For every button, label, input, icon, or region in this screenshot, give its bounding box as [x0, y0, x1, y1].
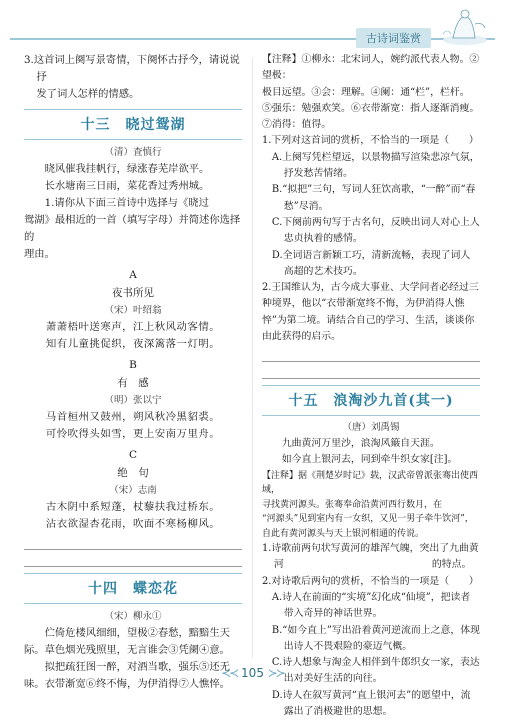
note-14-line-3: ⑤强乐：勉强欢笑。⑥衣带渐宽：指人逐渐消瘦。 — [262, 102, 480, 114]
ornament-left-icon: ≺≺ — [221, 666, 238, 680]
note-14-line-1: 【注释】①柳永：北宋词人，婉约派代表人物。②望极： — [262, 54, 480, 82]
section-13-question-line-1: 1.请你从下面三首诗中选择与《晓过 — [44, 197, 209, 209]
question-14-1-option-c: C.下阕前两句写于古名句，反映出词人对心上人忠贞执着的感情。 — [271, 216, 480, 245]
note-14-line-2: 极目远望。③会：理解。④阑：通“栏”，栏杆。 — [262, 86, 470, 98]
option-a-label: A — [129, 269, 137, 281]
question-14-1-option-d: D.全词语言新颖工巧，清新流畅，表现了词人高超的艺术技巧。 — [271, 249, 471, 277]
question-15-2-option-b: B.“如今直上”写出沿着黄河逆流而上之意，体现出诗人不畏艰险的豪迈气概。 — [271, 624, 481, 652]
option-c-poem-line-1: 古木阴中系短蓬，杖藜扶我过桥东。 — [45, 501, 221, 513]
option-c-poem-line-2: 沾衣欲湿杏花雨，吹面不寒杨柳风。 — [45, 518, 221, 530]
option-b-label: B — [129, 359, 137, 371]
question-14-1: 1.下列对这首词的赏析，不恰当的一项是（ ） — [262, 135, 479, 147]
section-14-poem-line-2: 际。草色烟光残照里，无言谁会③凭阑④意。 — [24, 644, 230, 656]
question-15-1-line-2: 河 的特点。 — [273, 559, 472, 571]
note-15-line-3: “河源头”见到室内有一女织，又见一男子牵牛饮河”， — [262, 514, 474, 525]
option-b-title: 有 感 — [117, 377, 149, 389]
question-14-2-line-2: 种境界，他以“衣带渐宽终不悔，为伊消得人憔 — [262, 298, 465, 310]
answer-line[interactable] — [262, 347, 480, 362]
note-14-line-4: ⑦消得：值得。 — [262, 119, 332, 131]
page-number-footer — [0, 666, 505, 680]
section-13-title-box — [24, 109, 242, 140]
note-15-line-4: 自此有黄河源头与天上银河相通的传说。 — [262, 528, 425, 539]
question-15-2-option-c: C.诗人想象与淘金人相伴到牛郎织女一家，表达出对美好生活的向往。 — [271, 657, 480, 685]
section-14-title-box — [24, 573, 242, 604]
question-15-1-line-1: 1.诗歌前两句状写黄河的雄浑气魄，突出了九曲黄 — [262, 543, 479, 555]
section-14-title: 十四 蝶恋花 — [88, 581, 178, 597]
question-3-line-2: 发了词人怎样的情感。 — [36, 88, 140, 100]
section-14-poem-line-4: 味。衣带渐宽⑥终不悔，为伊消得⑦人憔悴。 — [24, 678, 230, 690]
question-14-2-line-1: 2.王国维认为，古今成大事业、大学问者必经过三 — [262, 282, 479, 294]
question-15-2-option-d: D.诗人在叙写黄河“直上银河去”的愿望中，流露出了消极避世的思想。 — [271, 689, 471, 717]
option-c-author: （宋）志南 — [109, 485, 157, 496]
section-14-poem-line-1: 伫倚危楼风细细，望极②春愁，黯黯生天 — [44, 627, 230, 639]
section-14-author: （宋）柳永① — [104, 611, 162, 622]
poet-illustration-icon — [435, 4, 491, 46]
section-13-question-line-2: 鸳湖》最相近的一首（填写字母）并简述你选择的 — [24, 214, 241, 243]
question-15-2-option-a: A.诗人在前面的“实境”幻化成“仙境”，把读者带入奇异的神话世界。 — [271, 591, 471, 620]
section-15-author: （唐）刘禹锡 — [342, 421, 400, 433]
option-a-author: （宋）叶绍翁 — [104, 305, 162, 316]
question-3-line-1: 3.这首词上阕写景寄情，下阕怀古抒今，请说说抒 — [24, 54, 240, 83]
option-a-poem-line-2: 知有儿童挑促织，夜深篱落一灯明。 — [45, 338, 221, 350]
option-a-poem-line-1: 萧萧梧叶送寒声，江上秋风动客情。 — [45, 321, 221, 333]
page-number: 105 — [241, 666, 264, 680]
section-13-author: （清）査慎行 — [104, 147, 162, 158]
section-15-poem-line-1: 九曲黄河万里沙，浪淘风簸自天涯。 — [281, 437, 440, 449]
option-c-title: 绝 句 — [117, 467, 149, 479]
question-14-2-line-4: 由此获得的启示。 — [262, 331, 342, 343]
question-14-1-option-b: B.“拟把”三句，写词人狂饮高歌，“一醉”而“春愁”尽消。 — [271, 184, 476, 212]
answer-line[interactable] — [262, 364, 480, 379]
option-a-title: 夜书所见 — [112, 287, 154, 299]
section-15-poem-line-2: 如今直上银河去，同到牵牛织女家[注]。 — [281, 454, 458, 466]
ornament-right-icon: ≻≻ — [267, 666, 284, 680]
section-13-poem-line-1: 晓风催我挂帆行，绿涨春芜岸欲平。 — [44, 163, 210, 175]
question-14-1-option-a: A.上阕写凭栏望远，以景物描写渲染悲凉气氛，抒发愁苦情绪。 — [271, 151, 480, 180]
right-column — [262, 52, 480, 720]
section-13-poem-line-2: 长水塘南三日雨，菜花香过秀州城。 — [44, 180, 210, 192]
section-15-title: 十五 浪淘沙九首(其一) — [288, 393, 454, 410]
section-15-title-box — [262, 385, 480, 415]
question-14-2-line-3: 悴”为第二境。请结合自己的学习、生活，谈谈你 — [262, 314, 475, 326]
section-header-title: 古诗词鉴赏 — [356, 28, 431, 48]
column-divider — [252, 58, 253, 658]
answer-line[interactable] — [24, 535, 242, 550]
option-c-label: C — [128, 449, 138, 461]
option-b-poem-line-2: 可怜吹得头如雪，更上安南万里舟。 — [45, 428, 221, 440]
section-13-question-line-3: 理由。 — [24, 248, 55, 260]
note-15-line-1: 【注释】据《荆楚岁时记》载，汉武帝曾派张骞出使西域， — [262, 470, 479, 496]
left-column — [24, 52, 242, 693]
section-14-poem-line-3: 拟把疏狂图一醉，对酒当歌，强乐⑤还无 — [44, 661, 230, 673]
note-15-line-2: 寻找黄河源头。张骞奉命沿黄河西行数月，在 — [262, 499, 443, 510]
section-13-title: 十三 晓过鸳湖 — [80, 117, 186, 133]
option-b-poem-line-1: 马首桓州又鼓州，朔风秋冷黑貂裘。 — [45, 411, 221, 423]
answer-line[interactable] — [24, 552, 242, 567]
option-b-author: （明）张以宁 — [104, 395, 162, 406]
question-15-2: 2.对诗歌后两句的赏析，不恰当的一项是（ ） — [262, 575, 479, 587]
